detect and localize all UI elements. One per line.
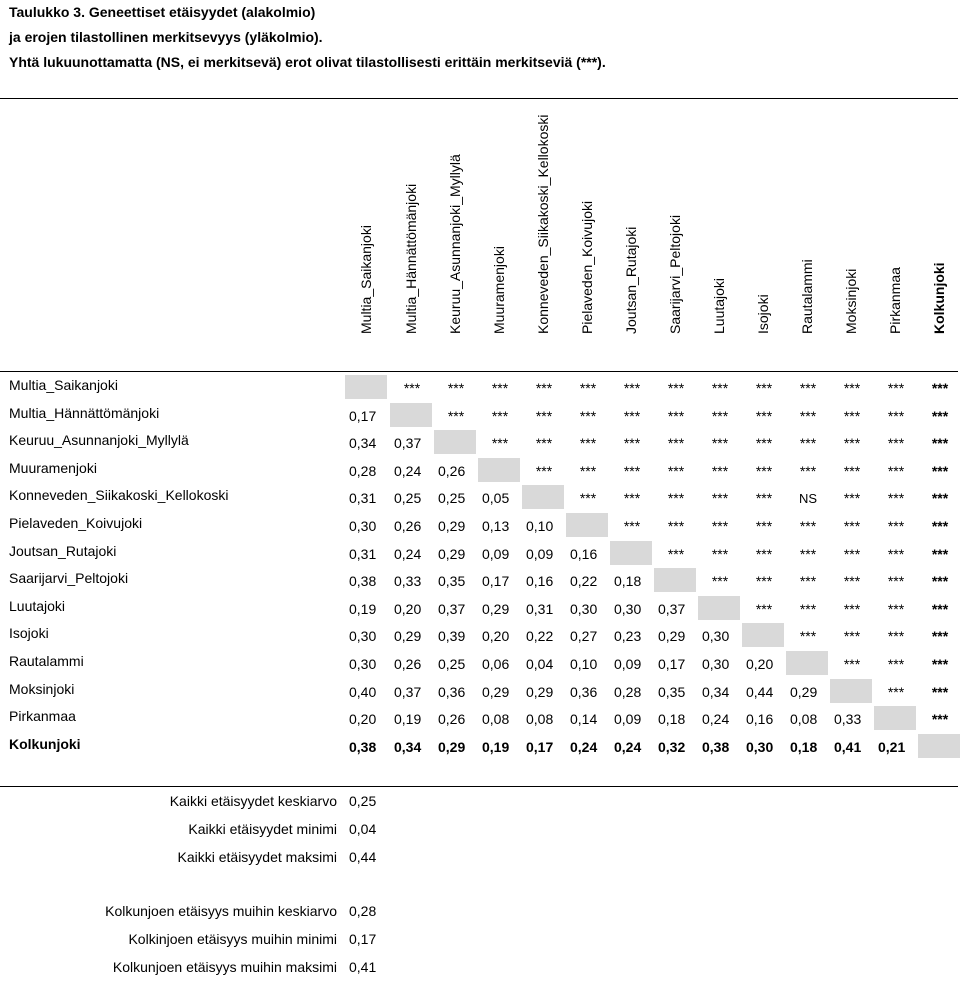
summary-label: Kolkunjoen etäisyys muihin maksimi [112, 959, 337, 975]
distance-cell: 0,34 [702, 683, 730, 700]
significance-cell: *** [887, 490, 905, 507]
significance-cell: *** [755, 600, 773, 617]
significance-cell: *** [799, 573, 817, 590]
distance-cell: 0,30 [702, 628, 730, 645]
significance-cell: *** [623, 407, 641, 424]
row-label: Moksinjoki [9, 680, 75, 697]
distance-cell: 0,37 [438, 600, 466, 617]
table-row [0, 428, 960, 456]
caption-line-1: Taulukko 3. Geneettiset etäisyydet (alakolmio) [9, 4, 316, 20]
header-rule [0, 371, 958, 372]
summary-label: Kolkinjoen etäisyys muihin minimi [128, 931, 337, 947]
distance-cell: 0,18 [658, 711, 686, 728]
distance-cell: 0,28 [349, 462, 377, 479]
significance-cell: *** [931, 628, 949, 645]
column-header-label: Konneveden_Siikakoski_Kellokoski [535, 114, 551, 334]
row-label: Multia_Hännättömänjoki [9, 404, 160, 421]
distance-cell: 0,08 [790, 711, 818, 728]
column-header-label: Keuruu_Asunnanjoki_Myllylä [447, 154, 463, 334]
summary-label: Kaikki etäisyydet maksimi [177, 849, 337, 865]
row-label: Isojoki [9, 625, 49, 642]
significance-cell: NS [798, 491, 818, 507]
distance-cell: 0,18 [790, 738, 818, 755]
column-header-label: Isojoki [755, 294, 771, 334]
significance-cell: *** [667, 435, 685, 452]
distance-cell: 0,04 [526, 656, 554, 672]
summary-label: Kaikki etäisyydet minimi [188, 821, 337, 837]
significance-cell: *** [623, 490, 641, 507]
top-rule [0, 98, 958, 99]
distance-cell: 0,10 [526, 518, 554, 534]
significance-cell: *** [711, 462, 729, 479]
summary-row [0, 954, 960, 981]
table-caption [9, 0, 949, 75]
column-header-label: Rautalammi [799, 259, 815, 334]
distance-cell: 0,26 [394, 518, 422, 534]
significance-cell: *** [843, 518, 861, 534]
distance-cell: 0,38 [702, 738, 730, 755]
distance-cell: 0,17 [658, 656, 686, 672]
caption-line-2: ja erojen tilastollinen merkitsevyys (yläkolmio). [9, 29, 323, 45]
significance-cell: *** [755, 490, 773, 507]
column-header-label: Moksinjoki [843, 268, 859, 334]
significance-cell: *** [535, 380, 553, 396]
distance-cell: 0,18 [614, 573, 642, 590]
significance-cell: *** [799, 518, 817, 534]
significance-cell: *** [931, 407, 949, 424]
column-header [568, 108, 606, 352]
diagonal-cell [478, 458, 520, 482]
distance-cell: 0,37 [394, 683, 422, 700]
column-header [436, 108, 474, 352]
table-row [0, 732, 960, 760]
distance-cell: 0,17 [526, 738, 554, 755]
column-header-label: Saarijarvi_Peltojoki [667, 214, 683, 334]
distance-cell: 0,44 [746, 683, 774, 700]
significance-cell: *** [843, 628, 861, 645]
significance-cell: *** [887, 462, 905, 479]
distance-cell: 0,31 [349, 545, 377, 562]
significance-cell: *** [755, 545, 773, 562]
significance-cell: *** [843, 600, 861, 617]
distance-cell: 0,13 [482, 518, 510, 534]
summary-value: 0,04 [349, 821, 377, 837]
significance-cell: *** [887, 435, 905, 452]
distance-cell: 0,09 [614, 711, 642, 728]
significance-cell: *** [579, 462, 597, 479]
distance-cell: 0,37 [658, 600, 686, 617]
distance-cell: 0,24 [702, 711, 730, 728]
significance-cell: *** [931, 462, 949, 479]
distance-cell: 0,06 [482, 656, 510, 672]
distance-cell: 0,14 [570, 711, 598, 728]
significance-cell: *** [403, 380, 421, 396]
column-header [832, 108, 870, 352]
significance-cell: *** [887, 407, 905, 424]
column-header [700, 108, 738, 352]
significance-cell: *** [755, 435, 773, 452]
distance-cell: 0,20 [746, 656, 774, 672]
significance-cell: *** [491, 380, 509, 396]
distance-cell: 0,34 [349, 435, 377, 452]
significance-cell: *** [931, 545, 949, 562]
diagonal-cell [830, 679, 872, 703]
diagonal-cell [742, 623, 784, 647]
column-header-label: Kolkunjoki [931, 262, 947, 334]
significance-cell: *** [931, 711, 949, 728]
significance-cell: *** [931, 518, 949, 534]
summary-label: Kaikki etäisyydet keskiarvo [169, 793, 337, 809]
significance-cell: *** [843, 573, 861, 590]
table-row [0, 704, 960, 732]
distance-cell: 0,30 [349, 656, 377, 672]
column-header [524, 108, 562, 352]
distance-cell: 0,09 [614, 656, 642, 672]
distance-cell: 0,29 [394, 628, 422, 645]
table-row [0, 677, 960, 705]
significance-cell: *** [535, 462, 553, 479]
distance-cell: 0,19 [394, 711, 422, 728]
caption-line-3: Yhtä lukuunottamatta (NS, ei merkitsevä) erot olivat tilastollisesti erittäin merkitseviä (***). [9, 54, 606, 70]
diagonal-cell [918, 734, 960, 758]
significance-cell: *** [579, 380, 597, 396]
row-label: Kolkunjoki [9, 735, 81, 752]
table-row [0, 373, 960, 401]
distance-cell: 0,10 [570, 656, 598, 672]
diagonal-cell [786, 651, 828, 675]
distance-cell: 0,29 [438, 738, 466, 755]
table-row [0, 594, 960, 622]
distance-cell: 0,29 [526, 683, 554, 700]
table-row [0, 539, 960, 567]
significance-cell: *** [711, 573, 729, 590]
distance-cell: 0,31 [526, 600, 554, 617]
significance-cell: *** [799, 545, 817, 562]
distance-cell: 0,17 [349, 407, 377, 424]
distance-cell: 0,24 [570, 738, 598, 755]
significance-cell: *** [931, 573, 949, 590]
row-label: Multia_Saikanjoki [9, 377, 118, 393]
summary-value: 0,41 [349, 959, 377, 975]
distance-cell: 0,30 [570, 600, 598, 617]
row-label: Joutsan_Rutajoki [9, 542, 117, 559]
summary-row [0, 816, 960, 843]
distance-cell: 0,33 [394, 573, 422, 590]
significance-cell: *** [887, 656, 905, 672]
distance-cell: 0,21 [878, 738, 906, 755]
distance-cell: 0,39 [438, 628, 466, 645]
summary-row [0, 926, 960, 953]
distance-cell: 0,30 [349, 518, 377, 534]
diagonal-cell [434, 430, 476, 454]
summary-value: 0,44 [349, 849, 377, 865]
significance-cell: *** [843, 435, 861, 452]
significance-cell: *** [843, 462, 861, 479]
significance-cell: *** [623, 462, 641, 479]
significance-cell: *** [579, 435, 597, 452]
significance-cell: *** [799, 600, 817, 617]
distance-cell: 0,41 [834, 738, 862, 755]
column-header-label: Luutajoki [711, 277, 727, 334]
significance-cell: *** [755, 518, 773, 534]
column-header [612, 108, 650, 352]
table-row [0, 649, 960, 677]
summary-label: Kolkunjoen etäisyys muihin keskiarvo [105, 903, 337, 919]
summary-row [0, 898, 960, 925]
significance-cell: *** [799, 407, 817, 424]
summary-row [0, 788, 960, 815]
significance-cell: *** [931, 600, 949, 617]
distance-cell: 0,19 [482, 738, 510, 755]
significance-cell: *** [887, 545, 905, 562]
distance-cell: 0,08 [482, 711, 510, 728]
distance-cell: 0,22 [526, 628, 554, 645]
distance-cell: 0,28 [614, 683, 642, 700]
significance-cell: *** [711, 490, 729, 507]
diagonal-cell [390, 403, 432, 427]
significance-cell: *** [887, 380, 905, 396]
diagonal-cell [345, 375, 387, 399]
row-label: Rautalammi [9, 653, 84, 669]
row-label: Luutajoki [9, 597, 66, 614]
significance-cell: *** [799, 462, 817, 479]
significance-cell: *** [843, 545, 861, 562]
distance-cell: 0,30 [349, 628, 377, 645]
significance-cell: *** [931, 683, 949, 700]
column-header-label: Muuramenjoki [491, 246, 507, 334]
distance-cell: 0,34 [394, 738, 422, 755]
significance-cell: *** [623, 435, 641, 452]
column-header-label: Pielaveden_Koivujoki [579, 200, 595, 334]
table-row [0, 511, 960, 539]
row-label: Konneveden_Siikakoski_Kellokoski [9, 487, 229, 504]
significance-cell: *** [711, 435, 729, 452]
column-header [347, 108, 385, 352]
significance-cell: *** [711, 518, 729, 534]
significance-cell: *** [755, 462, 773, 479]
distance-cell: 0,32 [658, 738, 686, 755]
column-header [480, 108, 518, 352]
distance-cell: 0,29 [790, 683, 818, 700]
significance-cell: *** [623, 518, 641, 534]
significance-cell: *** [667, 545, 685, 562]
significance-cell: *** [931, 490, 949, 507]
significance-cell: *** [535, 435, 553, 452]
distance-cell: 0,16 [570, 545, 598, 562]
significance-cell: *** [711, 545, 729, 562]
significance-cell: *** [799, 628, 817, 645]
column-header-label: Multia_Hännättömänjoki [403, 183, 419, 334]
summary-row [0, 844, 960, 871]
distance-cell: 0,35 [658, 683, 686, 700]
diagonal-cell [566, 513, 608, 537]
distance-cell: 0,09 [526, 545, 554, 562]
significance-cell: *** [491, 407, 509, 424]
table-row [0, 401, 960, 429]
column-header [876, 108, 914, 352]
significance-cell: *** [667, 462, 685, 479]
distance-cell: 0,16 [746, 711, 774, 728]
distance-cell: 0,36 [438, 683, 466, 700]
distance-cell: 0,16 [526, 573, 554, 590]
distance-cell: 0,08 [526, 711, 554, 728]
diagonal-cell [522, 485, 564, 509]
significance-cell: *** [887, 600, 905, 617]
distance-cell: 0,20 [394, 600, 422, 617]
distance-cell: 0,26 [438, 711, 466, 728]
significance-cell: *** [667, 380, 685, 396]
distance-cell: 0,36 [570, 683, 598, 700]
distance-cell: 0,24 [394, 545, 422, 562]
significance-cell: *** [799, 380, 817, 396]
significance-cell: *** [755, 573, 773, 590]
significance-cell: *** [887, 683, 905, 700]
distance-cell: 0,29 [438, 545, 466, 562]
distance-cell: 0,05 [482, 490, 510, 507]
distance-cell: 0,26 [394, 656, 422, 672]
table-row [0, 621, 960, 649]
distance-cell: 0,29 [438, 518, 466, 534]
significance-cell: *** [887, 628, 905, 645]
significance-cell: *** [535, 407, 553, 424]
distance-cell: 0,25 [438, 490, 466, 507]
distance-cell: 0,30 [746, 738, 774, 755]
significance-cell: *** [931, 435, 949, 452]
significance-cell: *** [667, 518, 685, 534]
table-row [0, 483, 960, 511]
distance-cell: 0,24 [614, 738, 642, 755]
distance-cell: 0,29 [482, 683, 510, 700]
significance-cell: *** [667, 407, 685, 424]
column-header [788, 108, 826, 352]
summary-value: 0,28 [349, 903, 377, 919]
distance-cell: 0,17 [482, 573, 510, 590]
column-header [392, 108, 430, 352]
distance-cell: 0,38 [349, 573, 377, 590]
column-header [920, 108, 958, 352]
significance-cell: *** [491, 435, 509, 452]
distance-cell: 0,30 [702, 656, 730, 672]
significance-cell: *** [579, 407, 597, 424]
distance-cell: 0,20 [349, 711, 377, 728]
diagonal-cell [874, 706, 916, 730]
table-row [0, 456, 960, 484]
significance-cell: *** [887, 573, 905, 590]
distance-cell: 0,33 [834, 711, 862, 728]
distance-cell: 0,27 [570, 628, 598, 645]
significance-cell: *** [887, 518, 905, 534]
distance-cell: 0,25 [438, 656, 466, 672]
diagonal-cell [654, 568, 696, 592]
distance-cell: 0,20 [482, 628, 510, 645]
significance-cell: *** [447, 380, 465, 396]
column-header-label: Multia_Saikanjoki [358, 225, 374, 334]
significance-cell: *** [447, 407, 465, 424]
distance-cell: 0,09 [482, 545, 510, 562]
distance-cell: 0,19 [349, 600, 377, 617]
row-label: Pielaveden_Koivujoki [9, 515, 143, 531]
significance-cell: *** [755, 407, 773, 424]
significance-cell: *** [623, 380, 641, 396]
significance-cell: *** [931, 656, 949, 672]
significance-cell: *** [843, 656, 861, 672]
table-row [0, 566, 960, 594]
distance-cell: 0,22 [570, 573, 598, 590]
column-header [744, 108, 782, 352]
column-header-label: Joutsan_Rutajoki [623, 226, 639, 334]
distance-cell: 0,31 [349, 490, 377, 507]
significance-cell: *** [755, 380, 773, 396]
distance-cell: 0,29 [658, 628, 686, 645]
significance-cell: *** [667, 490, 685, 507]
distance-cell: 0,24 [394, 462, 422, 479]
significance-cell: *** [799, 435, 817, 452]
row-label: Muuramenjoki [9, 459, 97, 476]
significance-cell: *** [579, 490, 597, 507]
row-label: Saarijarvi_Peltojoki [9, 570, 129, 587]
distance-cell: 0,37 [394, 435, 422, 452]
significance-cell: *** [843, 380, 861, 396]
column-header-label: Pirkanmaa [887, 267, 903, 334]
summary-value: 0,25 [349, 793, 377, 809]
distance-cell: 0,35 [438, 573, 466, 590]
distance-cell: 0,26 [438, 462, 466, 479]
significance-cell: *** [843, 407, 861, 424]
bottom-rule [0, 786, 958, 787]
distance-cell: 0,30 [614, 600, 642, 617]
significance-cell: *** [843, 490, 861, 507]
row-label: Keuruu_Asunnanjoki_Myllylä [9, 432, 189, 449]
summary-value: 0,17 [349, 931, 377, 947]
column-header [656, 108, 694, 352]
significance-cell: *** [711, 407, 729, 424]
significance-cell: *** [931, 380, 949, 396]
significance-cell: *** [711, 380, 729, 396]
diagonal-cell [698, 596, 740, 620]
distance-cell: 0,40 [349, 683, 377, 700]
distance-cell: 0,23 [614, 628, 642, 645]
row-label: Pirkanmaa [9, 708, 76, 725]
distance-cell: 0,25 [394, 490, 422, 507]
distance-cell: 0,38 [349, 738, 377, 755]
distance-cell: 0,29 [482, 600, 510, 617]
diagonal-cell [610, 541, 652, 565]
